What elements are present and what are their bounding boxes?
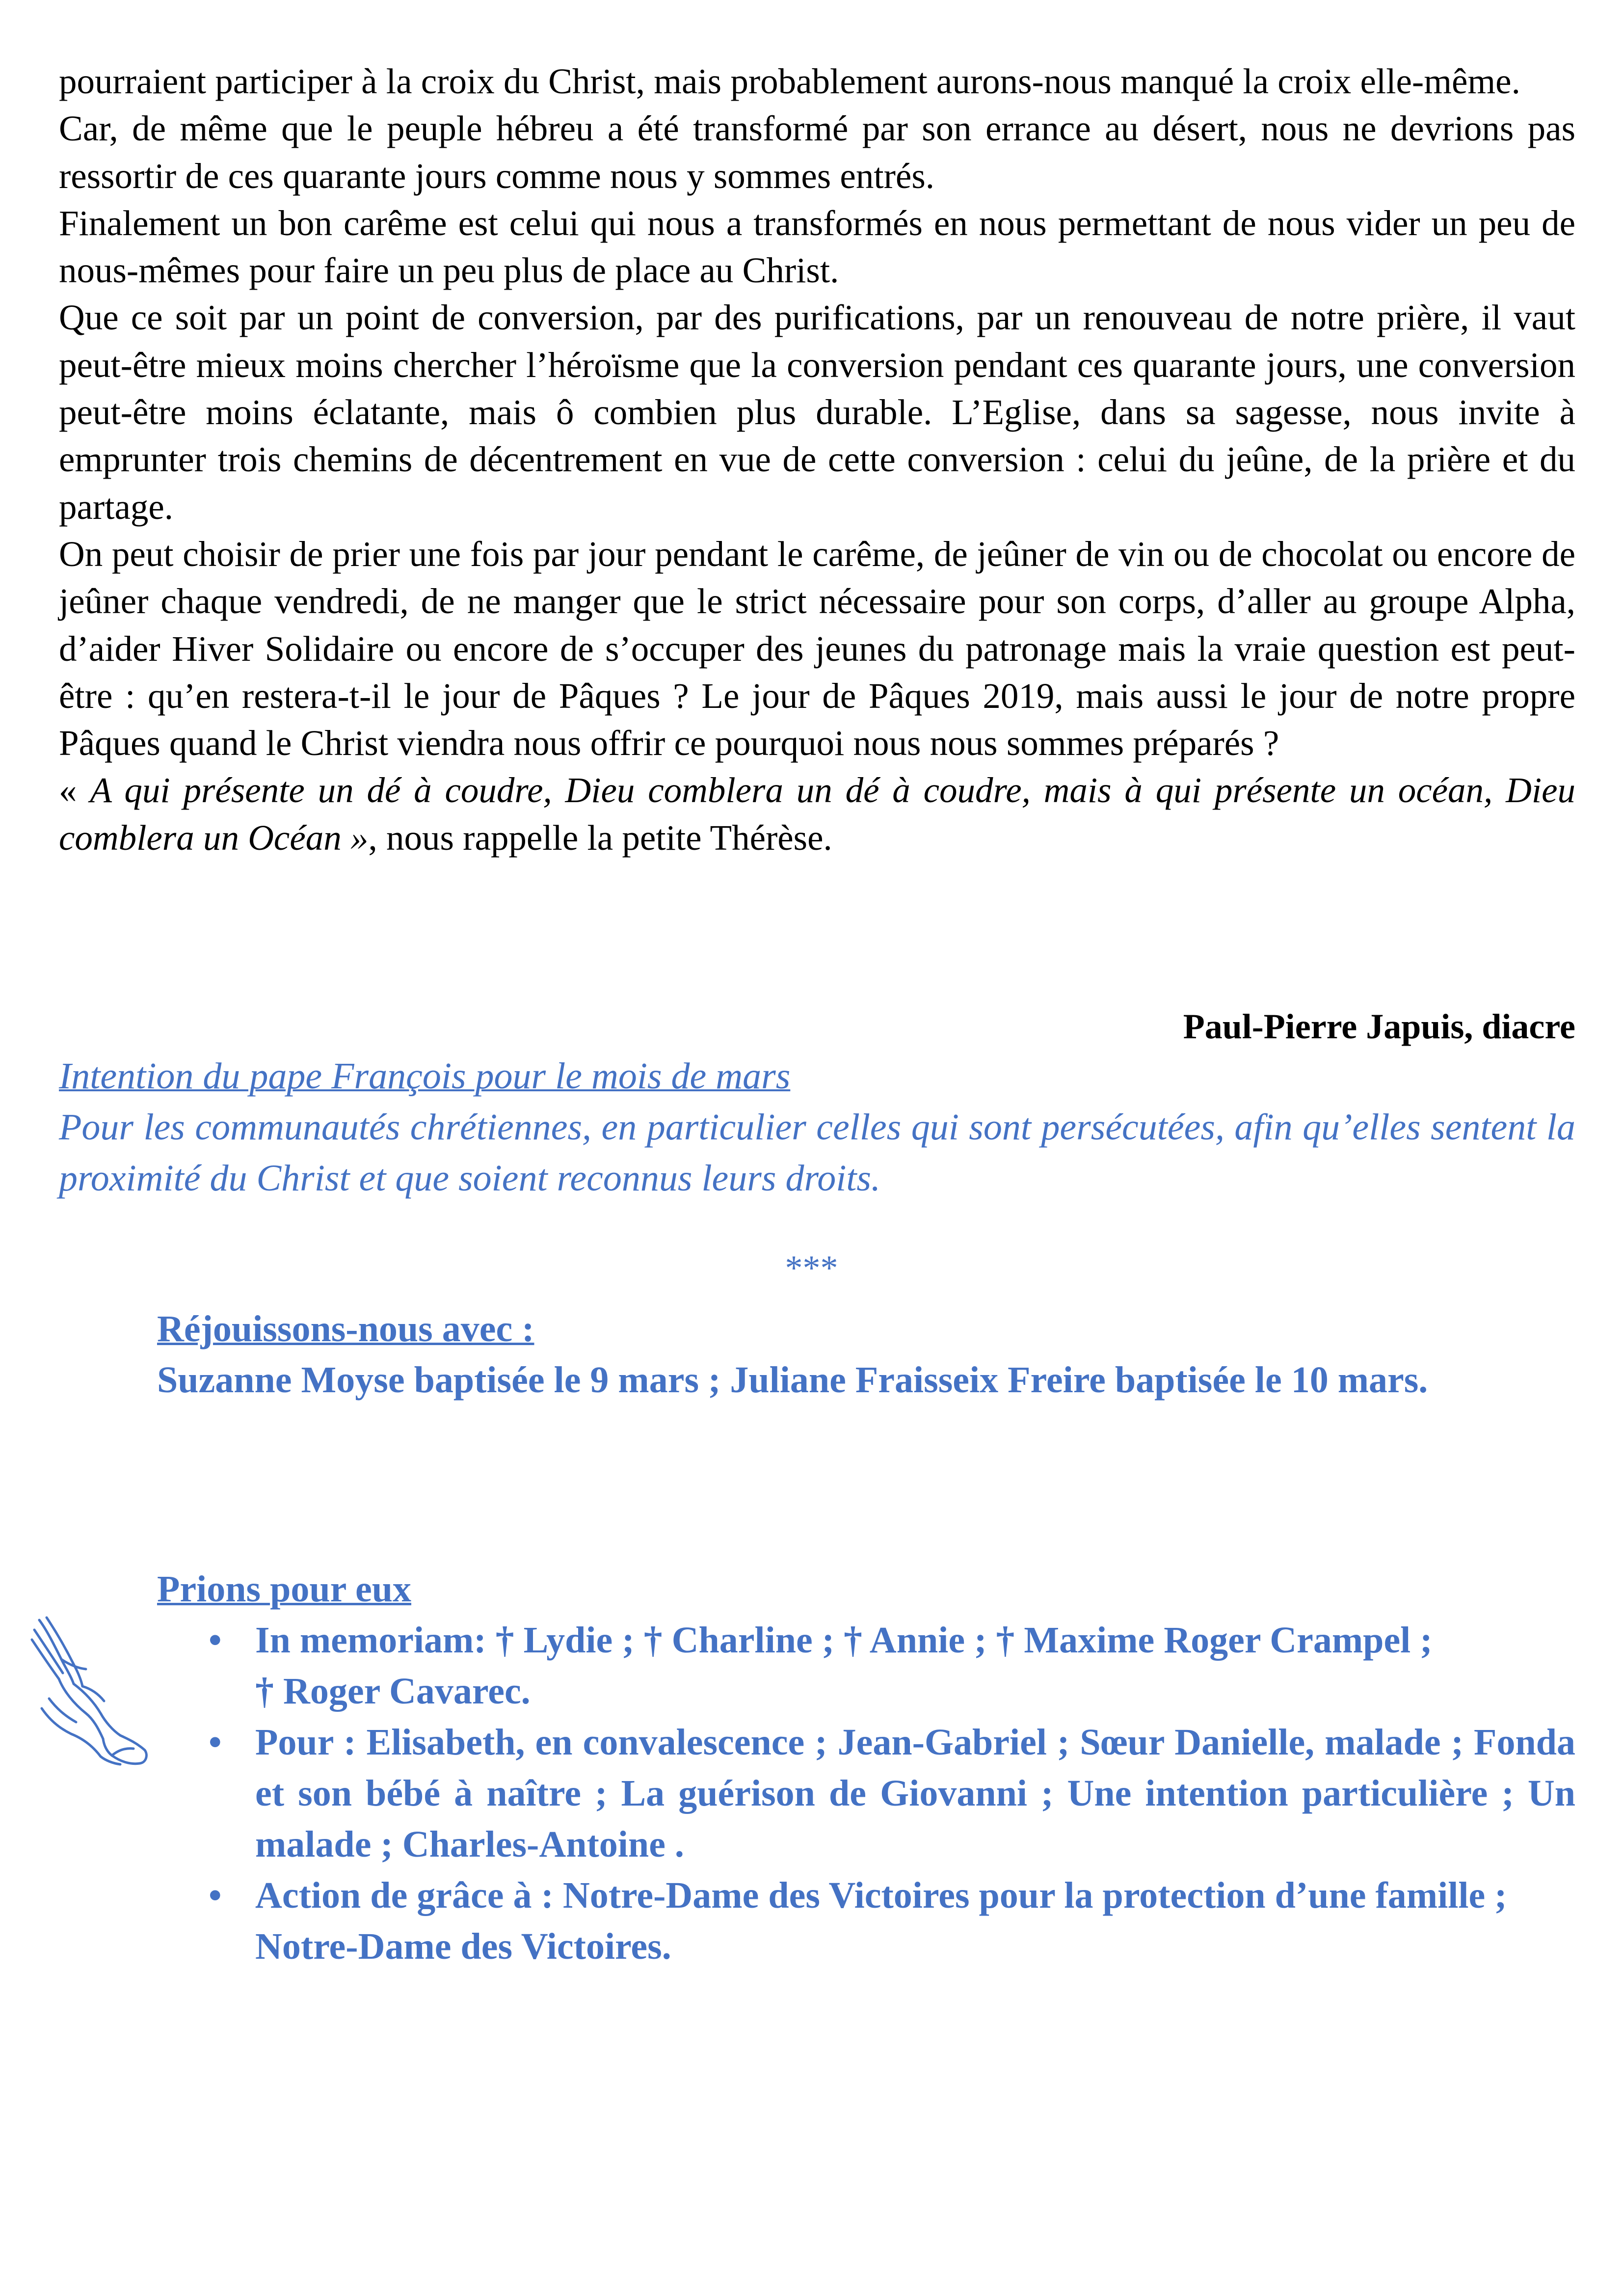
prions-heading: Prions pour eux — [157, 1568, 412, 1610]
article-paragraph: Finalement un bon carême est celui qui nous a transformés en nous permettant de nous vider un peu de nous-mêmes pour faire un peu plus de place au Christ. — [59, 203, 1575, 291]
bullet-marker: • — [209, 1875, 222, 1916]
article-paragraph: Que ce soit par un point de conversion, par des purifications, par un renouveau de notre prière, il vaut peut-être mieux moins chercher l’héroïsme que la conversion pendant ces quarante jours, une conversion peut-être moins éclatante, mais ô combien plus durable. L’Eglise, dans sa sagesse, nous invite à emprunter trois chemins de décentrement en vue de cette conversion : celui du jeûne, de la prière et du partage. — [59, 297, 1575, 527]
article-paragraph: Car, de même que le peuple hébreu a été transformé par son errance au désert, nous ne devrions pas ressortir de ces quarante jours comme nous y sommes entrés. — [59, 108, 1575, 196]
list-item — [157, 1717, 1575, 1870]
prayer-list — [157, 1615, 1575, 1972]
article-body — [59, 58, 1575, 862]
prayer-item-text: Pour : Elisabeth, en convalescence ; Jean-Gabriel ; Sœur Danielle, malade ; Fonda et son bébé à naître ; La guérison de Giovanni ; Une intention particulière ; Un malade ; Charles-Antoine . — [255, 1722, 1575, 1865]
article-paragraph: On peut choisir de prier une fois par jour pendant le carême, de jeûner de vin ou de chocolat ou encore de jeûner chaque vendredi, de ne manger que le strict nécessaire pour son corps, d’aller au groupe Alpha, d’aider Hiver Solidaire ou encore de s’occuper des jeunes du patronage mais la vraie question est peut-être : qu’en restera-t-il le jour de Pâques ? Le jour de Pâques 2019, mais aussi le jour de notre propre Pâques quand le Christ viendra nous offrir ce pourquoi nous nous sommes préparés ? — [59, 534, 1575, 763]
quote-attribution: , nous rappelle la petite Thérèse. — [368, 817, 832, 858]
quote-open-mark: « — [59, 770, 90, 810]
intention-text: Pour les communautés chrétiennes, en particulier celles qui sont persécutées, afin qu’elles sentent la proximité du Christ et que soient reconnus leurs droits. — [59, 1107, 1575, 1199]
list-item — [157, 1615, 1575, 1717]
list-item — [157, 1870, 1575, 1972]
author-signature: Paul-Pierre Japuis, diacre — [1183, 1007, 1575, 1046]
pope-intention — [59, 1051, 1575, 1204]
rejouissons-text: Suzanne Moyse baptisée le 9 mars ; Juliane Fraisseix Freire baptisée le 10 mars. — [157, 1359, 1428, 1401]
prayer-item-sub: Notre-Dame des Victoires. — [255, 1926, 671, 1967]
rejouissons-heading: Réjouissons-nous avec : — [157, 1308, 534, 1350]
section-separator: *** — [785, 1248, 838, 1288]
therese-quote — [59, 767, 1575, 862]
quote-text: A qui présente un dé à coudre, Dieu comblera un dé à coudre, mais à qui présente un océan, Dieu comblera un Océan » — [59, 770, 1576, 858]
bullet-marker: • — [209, 1620, 222, 1661]
prions-section — [157, 1564, 1575, 1972]
prayer-item-text: In memoriam: † Lydie ; † Charline ; † Annie ; † Maxime Roger Crampel ; — [255, 1620, 1433, 1661]
article-paragraph: pourraient participer à la croix du Christ, mais probablement aurons-nous manqué la croix elle-même. — [59, 61, 1520, 101]
prayer-item-sub: † Roger Cavarec. — [255, 1671, 531, 1712]
bullet-marker: • — [209, 1722, 222, 1763]
praying-hands-icon — [20, 1610, 157, 1767]
rejouissons-section — [157, 1303, 1575, 1405]
intention-heading: Intention du pape François pour le mois de mars — [59, 1055, 791, 1097]
prayer-item-text: Action de grâce à : Notre-Dame des Victoires pour la protection d’une famille ; — [255, 1875, 1507, 1916]
